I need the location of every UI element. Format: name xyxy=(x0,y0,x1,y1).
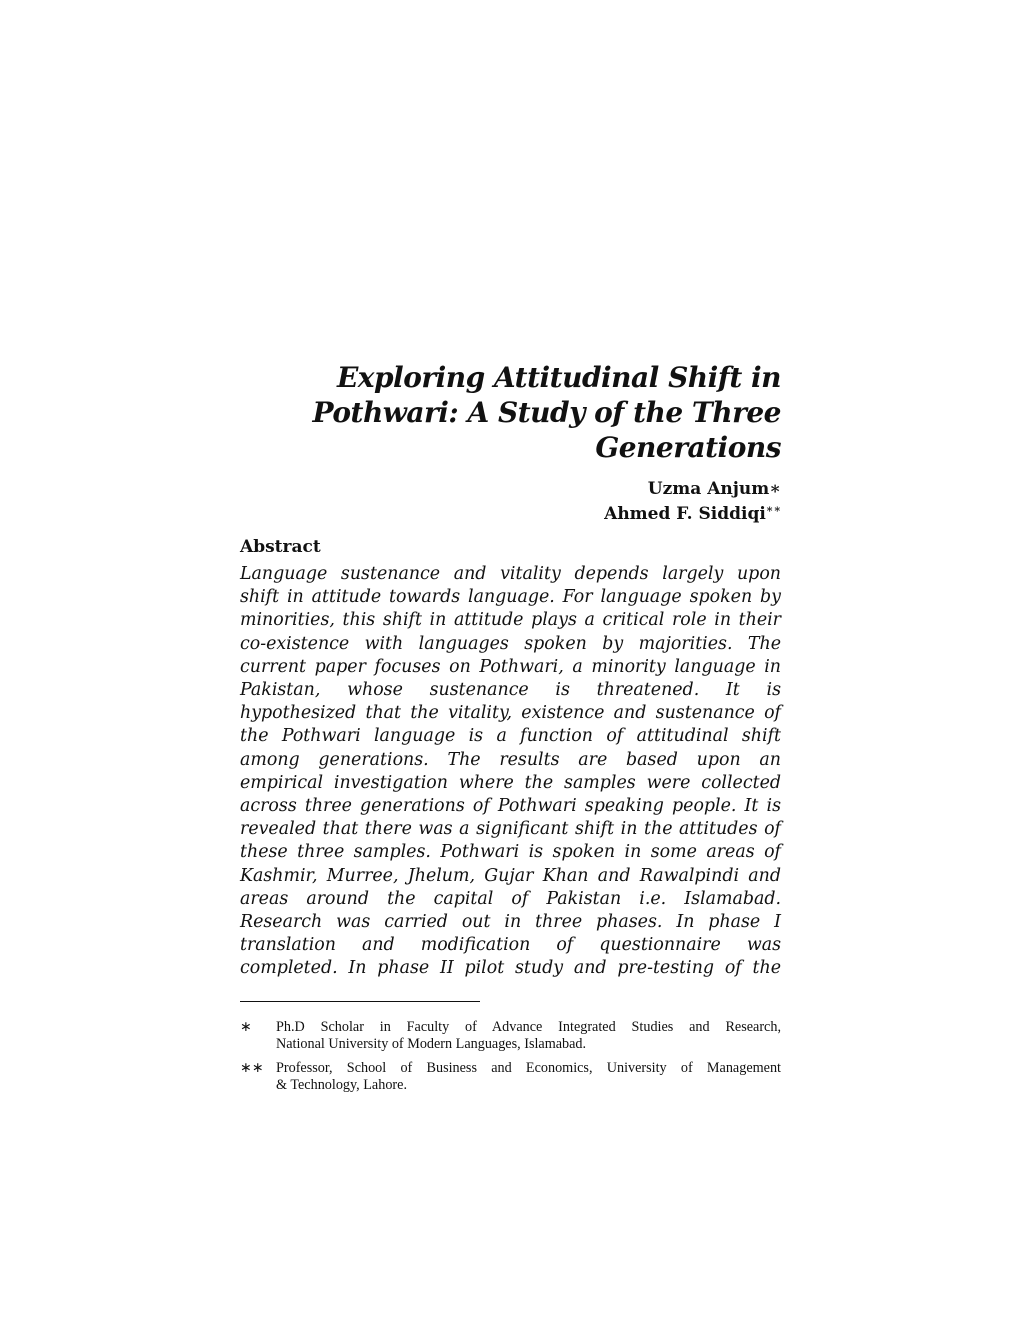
abstract-heading: Abstract xyxy=(240,537,321,557)
abstract-body xyxy=(240,563,781,981)
footnote-1 xyxy=(240,1019,781,1053)
abstract-line: co-existence with languages spoken by majorities. The xyxy=(240,633,781,654)
footnote-line: Professor, School of Business and Economics, University of Management xyxy=(276,1059,781,1076)
author-footnote-mark: ∗ xyxy=(769,479,781,499)
author-1 xyxy=(240,477,781,502)
abstract-line: revealed that there was a significant shift in the attitudes of xyxy=(240,819,781,840)
abstract-line: the Pothwari language is a function of attitudinal shift xyxy=(240,726,781,747)
footnote-2 xyxy=(240,1060,781,1094)
title-line: Generations xyxy=(595,431,781,464)
footnotes xyxy=(240,1019,781,1094)
author-footnote-mark: ∗∗ xyxy=(765,502,781,516)
abstract-line: areas around the capital of Pakistan i.e. Islamabad. xyxy=(240,888,781,909)
abstract-line: shift in attitude towards language. For language spoken by xyxy=(240,587,781,608)
abstract-line: minorities, this shift in attitude plays a critical role in their xyxy=(240,610,781,631)
author-2 xyxy=(240,502,781,527)
footnote-text xyxy=(276,1019,781,1053)
author-list xyxy=(240,477,781,527)
author-name: Uzma Anjum xyxy=(647,479,770,499)
title-line: Exploring Attitudinal Shift in xyxy=(336,361,781,394)
abstract-line: across three generations of Pothwari speaking people. It is xyxy=(240,796,781,817)
abstract-line: Research was carried out in three phases. In phase I xyxy=(240,912,781,933)
abstract-line: among generations. The results are based upon an xyxy=(240,749,781,770)
footnote-text xyxy=(276,1060,781,1094)
abstract-line: Kashmir, Murree, Jhelum, Gujar Khan and Rawalpindi and xyxy=(240,865,781,886)
abstract-line: Pakistan, whose sustenance is threatened. It is xyxy=(240,680,781,701)
footnote-mark: ∗ xyxy=(240,1018,252,1035)
abstract-line: translation and modification of questionnaire was xyxy=(240,935,781,956)
abstract-line: completed. In phase II pilot study and pre-testing of the xyxy=(240,958,781,979)
footnote-separator xyxy=(240,1001,480,1002)
paper-title xyxy=(240,360,781,465)
footnote-line: Ph.D Scholar in Faculty of Advance Integrated Studies and Research, xyxy=(276,1018,781,1035)
title-line: Pothwari: A Study of the Three xyxy=(312,396,781,429)
footnote-mark: ∗∗ xyxy=(240,1059,264,1076)
abstract-line: Language sustenance and vitality depends largely upon xyxy=(240,564,781,584)
abstract-line: hypothesized that the vitality, existence and sustenance of xyxy=(240,703,781,724)
abstract-line: empirical investigation where the samples were collected xyxy=(240,772,781,793)
paper-first-page xyxy=(240,360,781,1101)
abstract-line: these three samples. Pothwari is spoken in some areas of xyxy=(240,842,781,863)
footnote-line: National University of Modern Languages, Islamabad. xyxy=(276,1035,587,1052)
footnote-line: & Technology, Lahore. xyxy=(276,1076,407,1093)
abstract-line: current paper focuses on Pothwari, a minority language in xyxy=(240,656,781,677)
author-name: Ahmed F. Siddiqi xyxy=(604,504,766,524)
